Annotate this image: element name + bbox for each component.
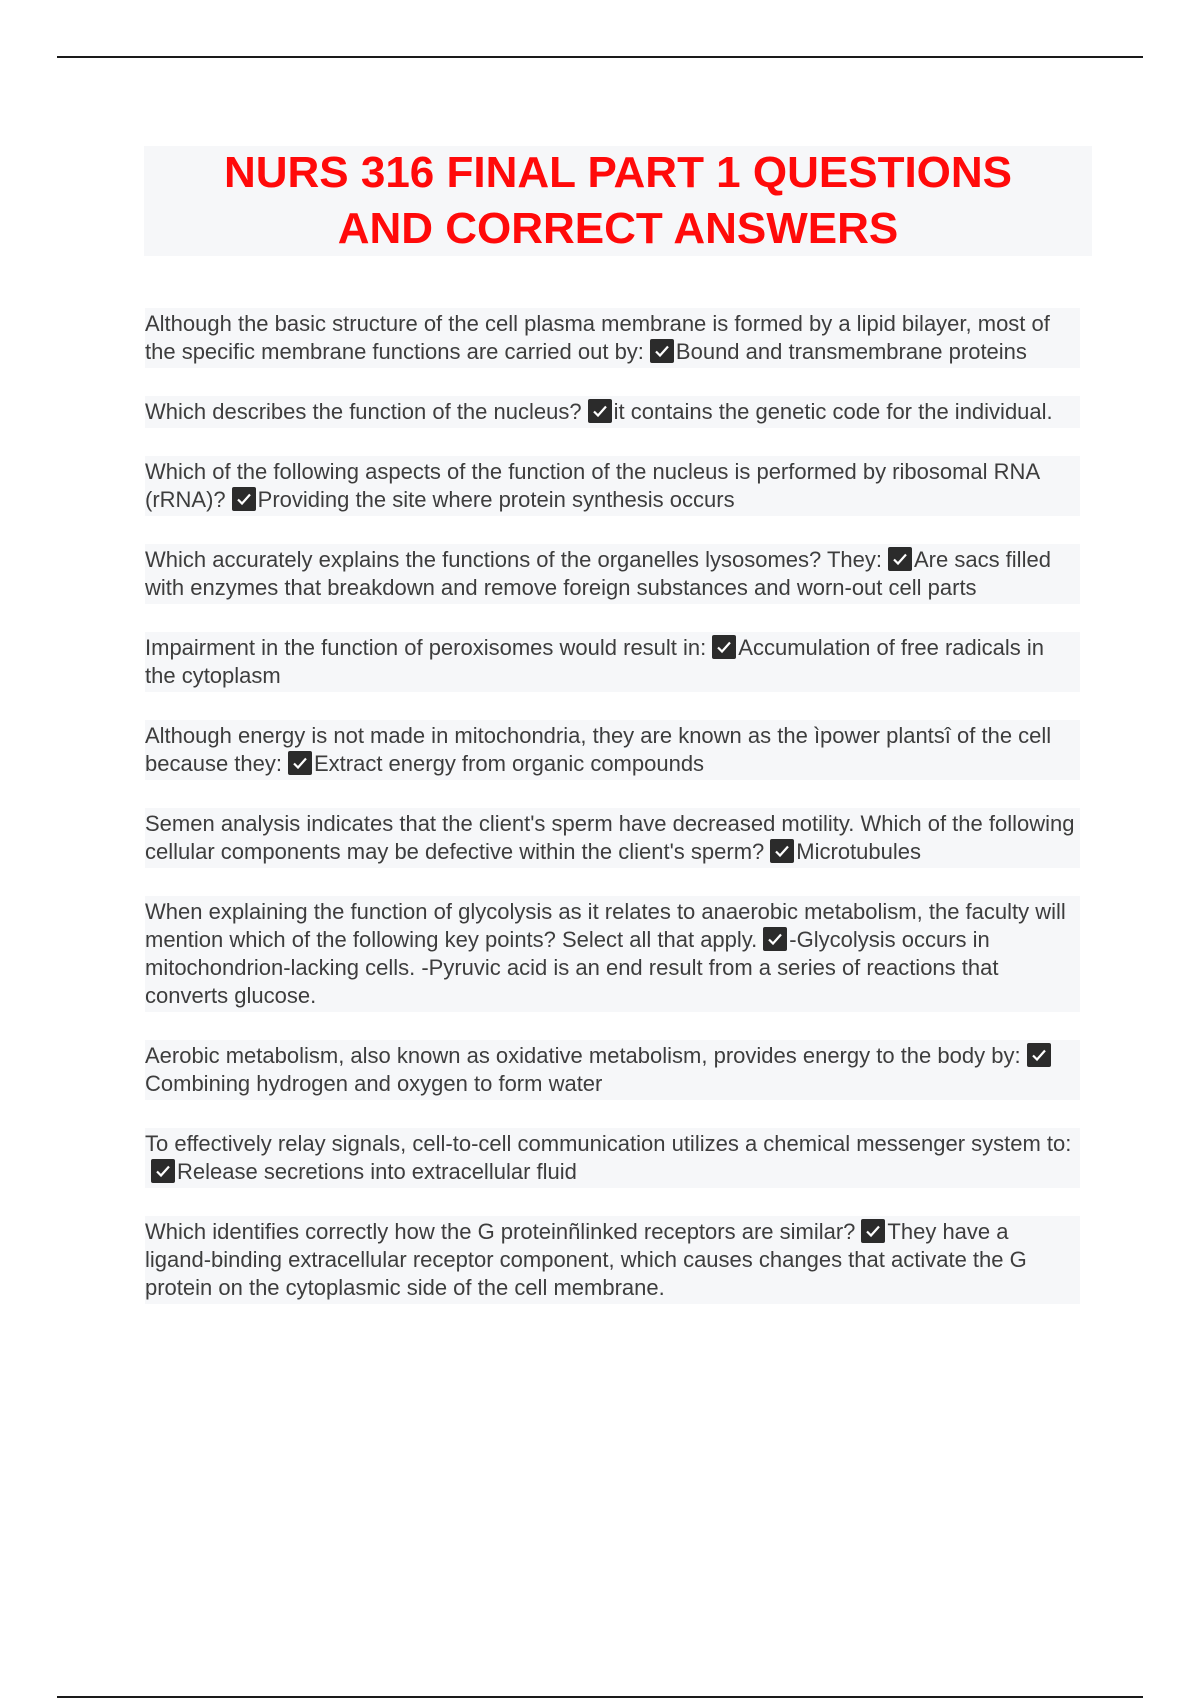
qa-item [145,1216,1080,1304]
bottom-rule [57,1696,1143,1698]
answer-text: Accumulation of free radicals in the cytoplasm [145,635,1044,688]
check-icon [588,399,612,423]
qa-item [145,544,1080,604]
question-text: Although energy is not made in mitochondria, they are known as the ìpower plantsî of the cell because they: [145,723,1052,776]
qa-item [145,896,1080,1012]
document-title [224,145,1012,257]
answer-text: Providing the site where protein synthesis occurs [257,487,735,512]
answer-text: -Glycolysis occurs in mitochondrion-lacking cells. -Pyruvic acid is an end result from a series of reactions that converts glucose. [145,927,999,1008]
check-icon [888,547,912,571]
check-icon [763,927,787,951]
question-text: Aerobic metabolism, also known as oxidative metabolism, provides energy to the body by: [145,1043,1021,1068]
qa-item [145,720,1080,780]
answer-text: it contains the genetic code for the individual. [613,399,1053,424]
check-icon [770,839,794,863]
question-text: Impairment in the function of peroxisomes would result in: [145,635,707,660]
question-text: Which describes the function of the nucleus? [145,399,582,424]
title-line-2: AND CORRECT ANSWERS [337,204,899,253]
title-banner [144,146,1092,256]
check-icon [712,635,736,659]
qa-item [145,396,1080,428]
question-text: Which of the following aspects of the function of the nucleus is performed by ribosomal RNA (rRNA)? [145,459,1039,512]
qa-item [145,632,1080,692]
qa-item [145,456,1080,516]
answer-text: Extract energy from organic compounds [313,751,705,776]
check-icon [151,1159,175,1183]
question-text: To effectively relay signals, cell-to-cell communication utilizes a chemical messenger system to: [145,1131,1072,1156]
qa-item [145,1040,1080,1100]
top-rule [57,56,1143,58]
question-text: Semen analysis indicates that the client's sperm have decreased motility. Which of the following cellular components may be defective within the client's sperm? [145,811,1075,864]
check-icon [861,1219,885,1243]
check-icon [650,339,674,363]
check-icon [288,751,312,775]
qa-item [145,1128,1080,1188]
check-icon [232,487,256,511]
question-text: Which accurately explains the functions of the organelles lysosomes? They: [145,547,882,572]
question-text: When explaining the function of glycolysis as it relates to anaerobic metabolism, the faculty will mention which of the following key points? Select all that apply. [145,899,1066,952]
qa-item [145,308,1080,368]
check-icon [1027,1043,1051,1067]
answer-text: Microtubules [796,839,921,864]
answer-text: They have a ligand-binding extracellular receptor component, which causes changes that activate the G protein on the cytoplasmic side of the cell membrane. [145,1219,1027,1300]
answer-text: Bound and transmembrane proteins [675,339,1027,364]
answer-text: Release secretions into extracellular fluid [177,1159,577,1184]
answer-text: Combining hydrogen and oxygen to form water [145,1071,603,1096]
title-line-1: NURS 316 FINAL PART 1 QUESTIONS [223,148,1013,197]
question-text: Although the basic structure of the cell plasma membrane is formed by a lipid bilayer, most of the specific membrane functions are carried out by: [145,311,1050,364]
answer-text: Are sacs filled with enzymes that breakdown and remove foreign substances and worn-out cell parts [145,547,1051,600]
question-text: Which identifies correctly how the G proteinñlinked receptors are similar? [145,1219,856,1244]
qa-list [145,308,1080,1332]
qa-item [145,808,1080,868]
